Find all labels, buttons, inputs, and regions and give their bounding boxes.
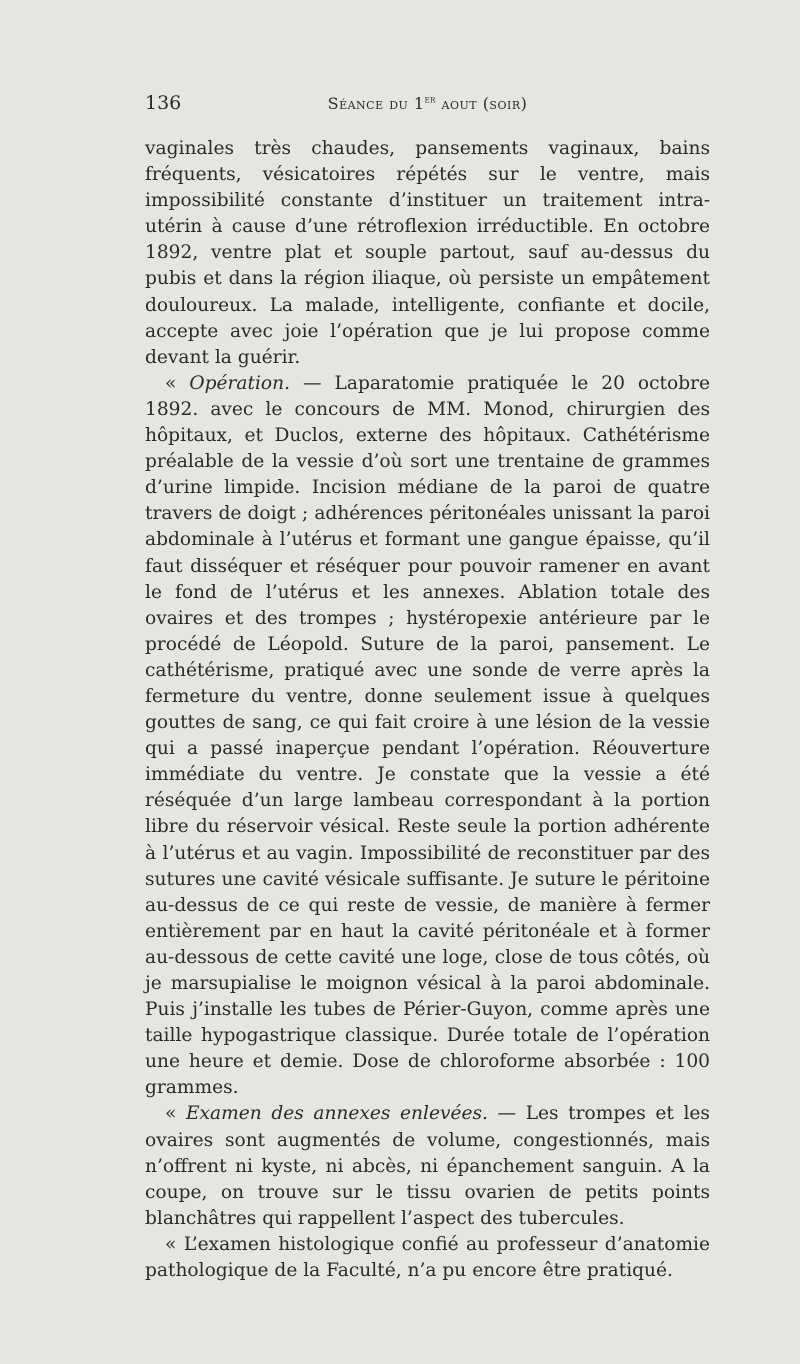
opening-quote: « [165,1103,186,1125]
running-head-superscript: er [424,94,436,106]
paragraph-case-history [145,136,710,371]
paragraph-text: — Laparatomie pratiquée le 20 octobre 1892. avec le concours de MM. Monod, chirurgien des hôpitaux, et Duclos, externe des hôpitaux. Cathétérisme préalable de la vessie d’où sort une trentaine de grammes d’urine limpide. Incision médiane de la paroi de quatre travers de doigt ; adhérences péritonéales unissant la paroi abdominale à l’utérus et formant une gangue épaisse, qu’il faut disséquer et réséquer pour pouvoir ramener en avant le fond de l’utérus et les annexes. Ablation totale des ovaires et des trompes ; hystéropexie antérieure par le procédé de Léopold. Suture de la paroi, pansement. Le cathétérisme, pratiqué avec une sonde de verre après la fermeture du ventre, donne seulement issue à quelques gouttes de sang, ce qui fait croire à une lésion de la vessie qui a passé inaperçue pendant l’opération. Réouverture immédiate du ventre. Je constate que la vessie a été réséquée d’un large lambeau correspondant à la portion libre du réservoir vésical. Reste seule la portion adhérente à l’utérus et au vagin. Impossibilité de reconstituer par des sutures une cavité vésicale suffisante. Je suture le péritoine au-dessus de ce qui reste de vessie, de manière à fermer entièrement par en haut la cavité péritonéale et à former au-dessous de cette cavité une loge, close de tous côtés, où je marsupialise le moignon vésical à la paroi abdominale. Puis j’installe les tubes de Périer-Guyon, comme après une taille hypogastrique classique. Durée totale de l’opération une heure et demie. Dose de chloroforme absorbée : 100 grammes. [145,372,711,1099]
running-head-pre: Séance du 1 [327,94,425,113]
paragraph-operation [145,371,710,1102]
body-text [145,136,710,1284]
paragraph-text: L’examen histologique confié au professeur d’anatomie pathologique de la Faculté, n’a pu encore être pratiqué. [145,1233,710,1282]
paragraph-examination [145,1101,710,1231]
opening-quote: « [165,372,190,394]
opening-quote: « [165,1233,184,1255]
page-number: 136 [145,92,182,114]
section-heading: Examen des annexes enlevées. [185,1103,488,1125]
paragraph-text: vaginales très chaudes, pansements vaginaux, bains fréquents, vésicatoires répétés sur le ventre, mais impossibilité constante d’instituer un traitement intra-utérin à cause d’une rétroflexion irréductible. En octobre 1892, ventre plat et souple partout, sauf au-dessus du pubis et dans la région iliaque, où persiste un empâtement douloureux. La malade, intelligente, confiante et docile, accepte avec joie l’opération que je lui propose comme devant la guérir. [145,138,710,368]
paragraph-text: — Les trompes et les ovaires sont augmentés de volume, congestionnés, mais n’offrent ni kyste, ni abcès, ni épanchement sanguin. A la coupe, on trouve sur le tissu ovarien de petits points blanchâtres qui rappellent l’aspect des tubercules. [145,1103,710,1229]
section-heading: Opération. [189,372,290,394]
running-head-post: aout (soir) [435,94,528,113]
paragraph-histology [145,1232,710,1284]
running-head [145,92,710,113]
page-header [145,92,710,122]
